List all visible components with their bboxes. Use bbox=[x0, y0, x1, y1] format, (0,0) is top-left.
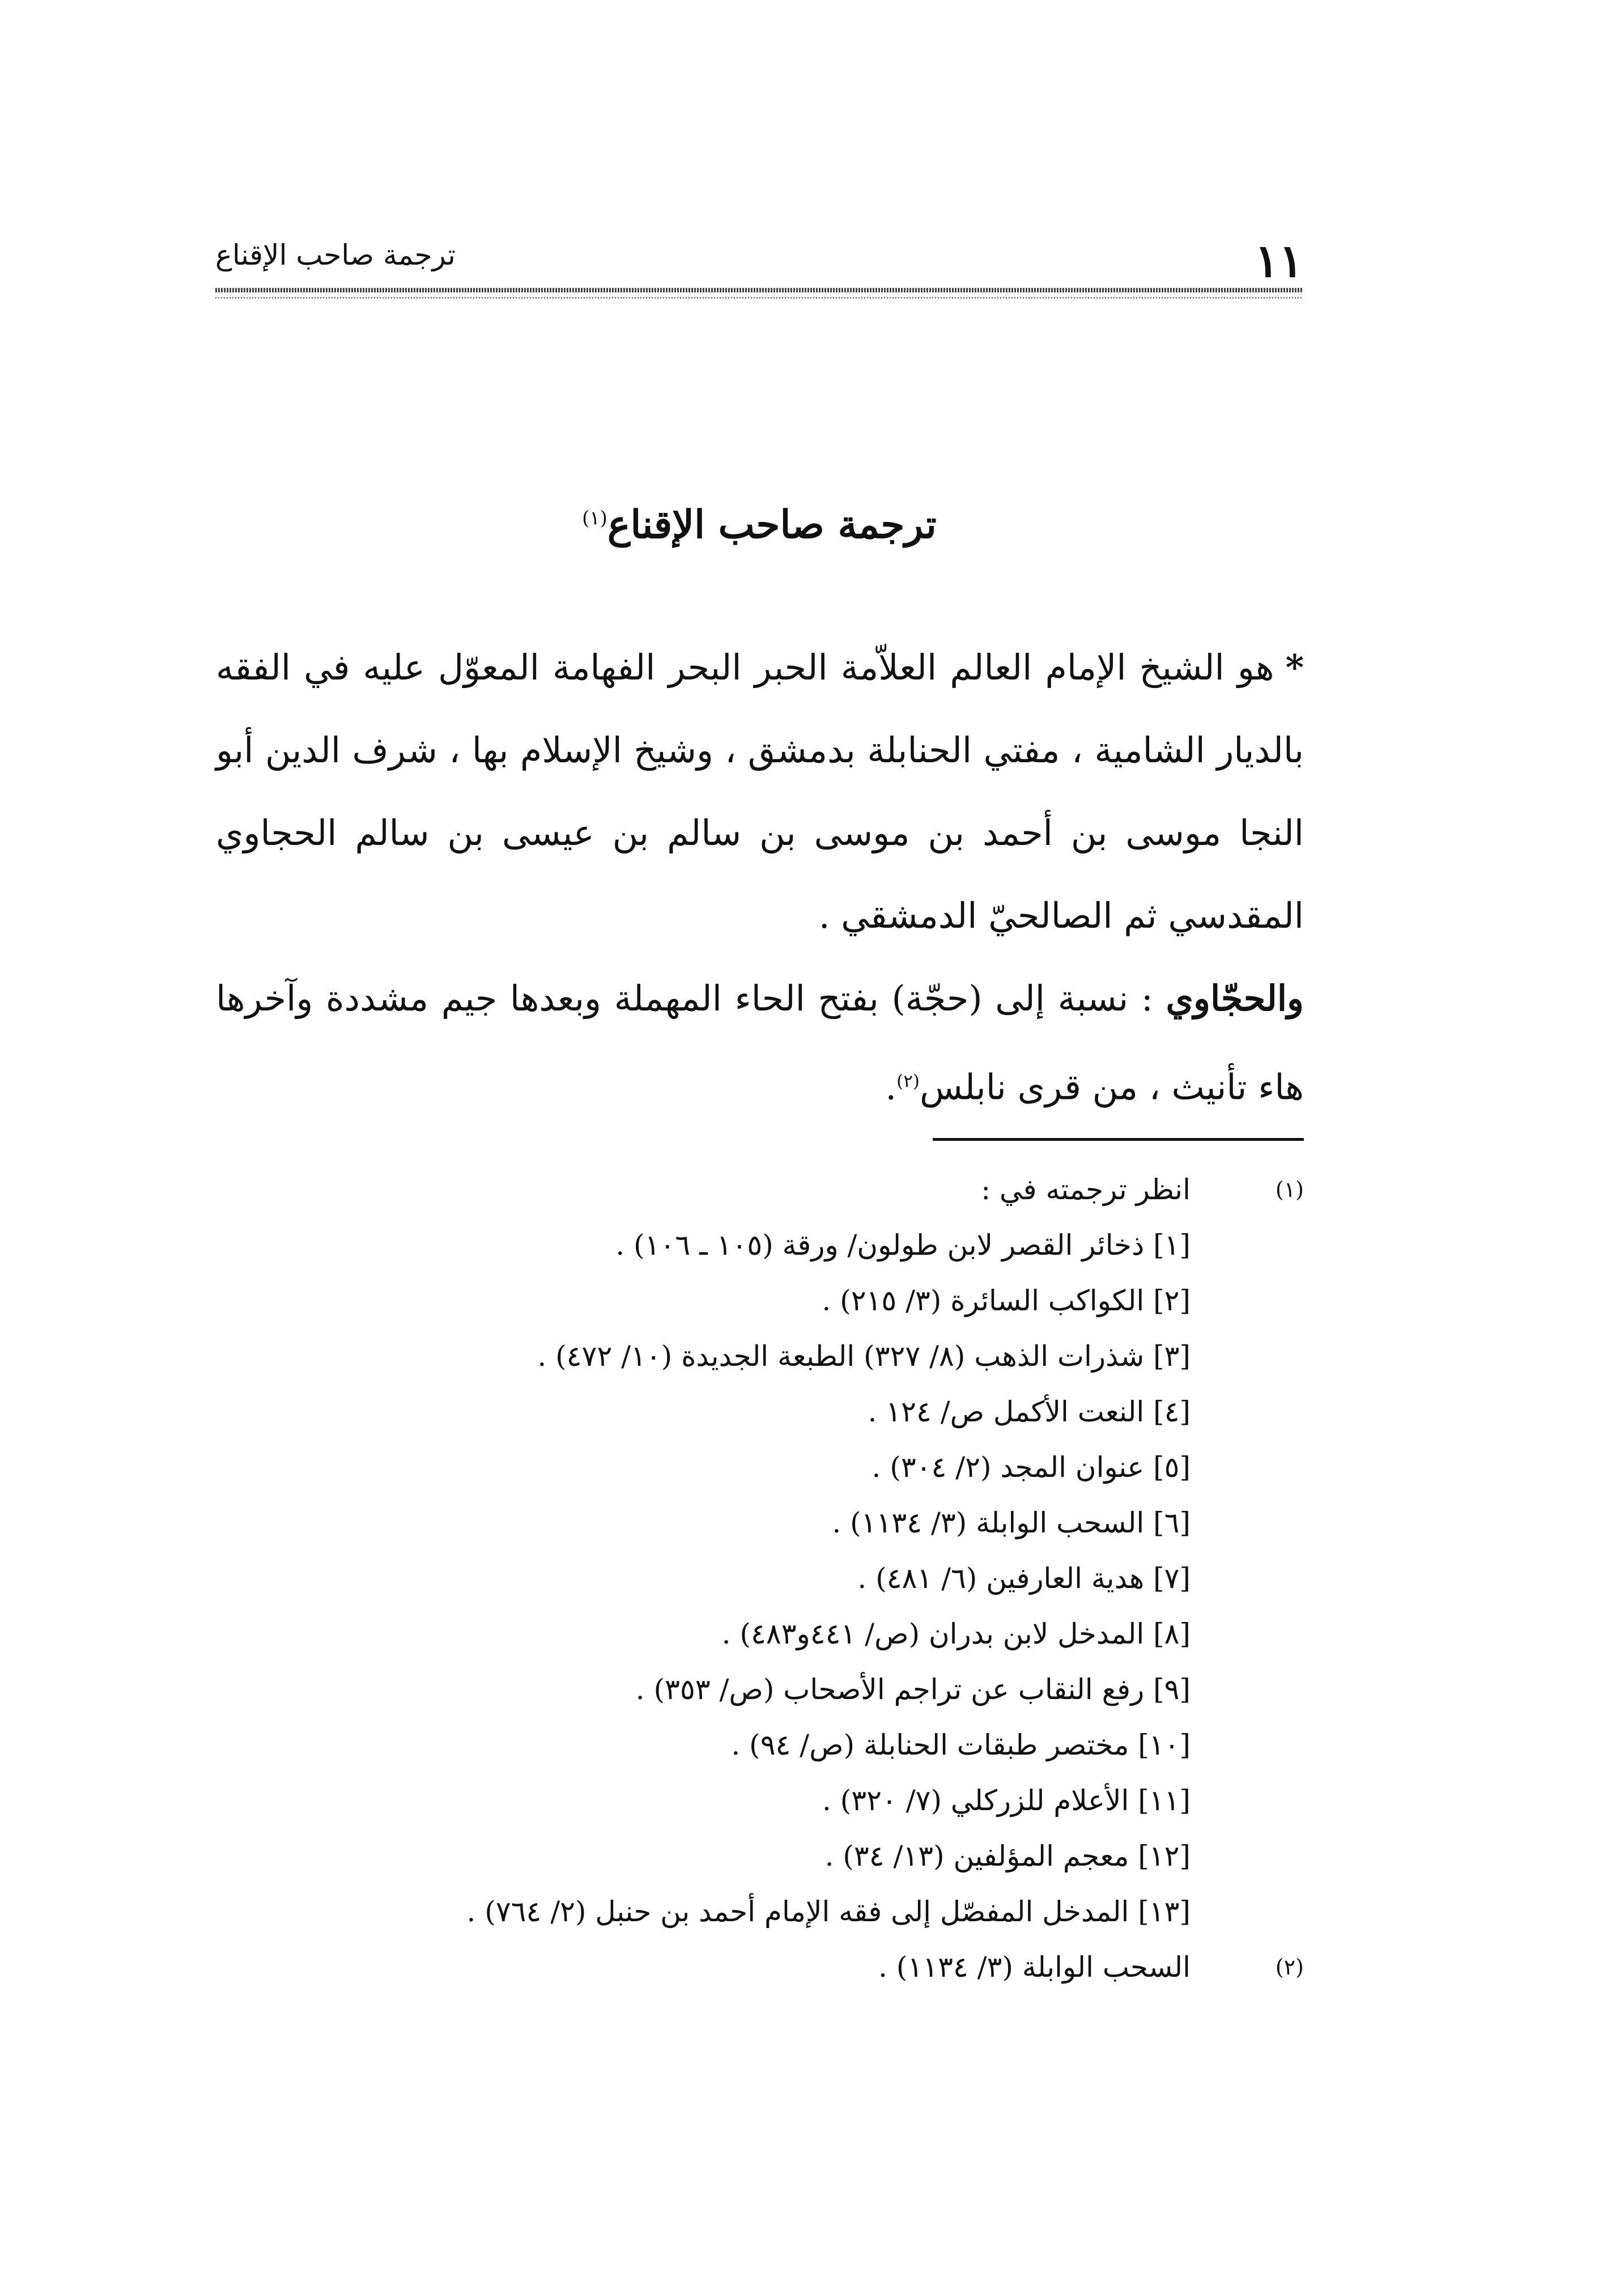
reference-item: [١٣] المدخل المفصّل إلى فقه الإمام أحمد بن حنبل (٢/ ٧٦٤) . bbox=[466, 1895, 1191, 1928]
footnote-ref-2: (٢) bbox=[896, 1071, 920, 1092]
footnote-2-text: السحب الوابلة (٣/ ١١٣٤) . bbox=[878, 1951, 1191, 1984]
footnote-1 bbox=[216, 1162, 1304, 1217]
reference-item: [٩] رفع النقاب عن تراجم الأصحاب (ص/ ٣٥٣) . bbox=[635, 1673, 1191, 1706]
footnote-1-number: (١) bbox=[1275, 1177, 1304, 1202]
footnote-1-references bbox=[216, 1217, 1304, 1939]
footnote-separator bbox=[933, 1138, 1304, 1141]
paragraph-2 bbox=[216, 957, 1304, 1129]
footnote-2 bbox=[216, 1939, 1304, 1995]
reference-item: [١] ذخائر القصر لابن طولون/ ورقة (١٠٥ ـ ١٠٦) . bbox=[615, 1229, 1191, 1262]
paragraph-1-text: هو الشيخ الإمام العالم العلاّمة الحبر البحر الفهامة المعوّل عليه في الفقه بالديار الشامية ، مفتي الحنابلة بدمشق ، وشيخ الإسلام بها ، شرف الدين أبو النجا موسى بن أحمد بن موسى بن سالم بن عيسى بن سالم الحجاوي المقدسي ثم الصالحيّ الدمشقي . bbox=[216, 647, 1304, 936]
body-text bbox=[216, 626, 1304, 1129]
footnote-2-number: (٢) bbox=[1275, 1955, 1304, 1980]
reference-item: [٢] الكواكب السائرة (٣/ ٢١٥) . bbox=[822, 1284, 1191, 1317]
page-number: ١١ bbox=[1255, 234, 1303, 287]
footnotes bbox=[216, 1162, 1304, 1995]
running-header bbox=[215, 227, 1303, 295]
reference-item: [١١] الأعلام للزركلي (٧/ ٣٢٠) . bbox=[822, 1784, 1191, 1817]
star-marker: * bbox=[1285, 647, 1304, 688]
reference-item: [١٢] معجم المؤلفين (١٣/ ٣٤) . bbox=[824, 1840, 1191, 1872]
reference-item: [٨] المدخل لابن بدران (ص/ ٤٤١و٤٨٣) . bbox=[721, 1617, 1191, 1650]
paragraph-2-lead: والحجّاوي bbox=[1166, 978, 1304, 1019]
header-rule bbox=[215, 288, 1303, 292]
chapter-title bbox=[215, 502, 1303, 549]
reference-item: [٤] النعت الأكمل ص/ ١٢٤ . bbox=[868, 1395, 1191, 1428]
reference-item: [٥] عنوان المجد (٢/ ٣٠٤) . bbox=[871, 1451, 1191, 1484]
chapter-title-text: ترجمة صاحب الإقناع bbox=[607, 502, 937, 547]
footnote-ref-1: (١) bbox=[582, 506, 607, 529]
reference-item: [٣] شذرات الذهب (٨/ ٣٢٧) الطبعة الجديدة (١٠/ ٤٧٢) . bbox=[537, 1340, 1191, 1373]
header-rule-thin bbox=[215, 297, 1303, 299]
footnote-1-intro: انظر ترجمته في : bbox=[981, 1173, 1191, 1206]
paragraph-1 bbox=[216, 626, 1304, 957]
reference-item: [٧] هدية العارفين (٦/ ٤٨١) . bbox=[857, 1562, 1191, 1595]
paragraph-2-text: : نسبة إلى (حجّة) بفتح الحاء المهملة وبعدها جيم مشددة وآخرها هاء تأنيث ، من قرى نابلس bbox=[216, 978, 1304, 1108]
reference-item: [١٠] مختصر طبقات الحنابلة (ص/ ٩٤) . bbox=[731, 1729, 1191, 1761]
paragraph-2-end: . bbox=[885, 1066, 897, 1108]
reference-item: [٦] السحب الوابلة (٣/ ١١٣٤) . bbox=[832, 1506, 1191, 1539]
running-title: ترجمة صاحب الإقناع bbox=[215, 239, 456, 271]
